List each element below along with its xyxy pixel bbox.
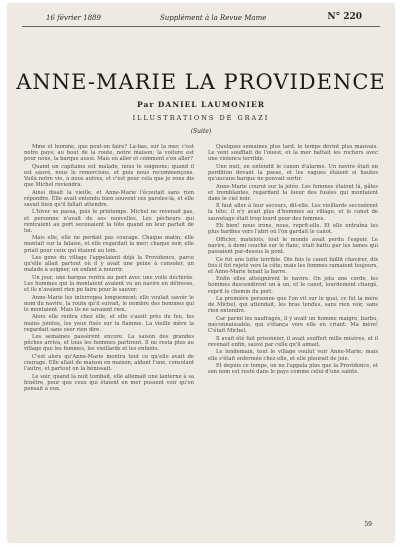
- paragraph: Une nuit, on entendit le canon d'alarme. Un navire était en perdition devant la passe, et les vagues étaient si hautes qu'aucune barque ne pouvait sortir.: [208, 163, 378, 182]
- paragraph: Mais elle, elle ne perdait pas courage. Chaque matin, elle montait sur la falaise, et elle regardait la mer; chaque soir, elle priait pour ceux qui étaient au loin.: [24, 235, 194, 254]
- issue-number: N° 220: [327, 12, 362, 22]
- paragraph: Enfin elles atteignirent le navire. On jeta une corde, les hommes descendirent un à un, et le canot, lourdement chargé, reprit le chemin du port.: [208, 276, 378, 295]
- paragraph: Ainsi disait la vieille, et Anne-Marie l'écoutait sans rien répondre. Elle avait entendu bien souvent ces paroles-là, et elle savait bien qu'il fallait attendre.: [24, 189, 194, 208]
- article-suite: (Suite): [190, 128, 212, 135]
- paragraph: Anne-Marie les interrogea longuement; elle voulait savoir le nom du navire, la route qu'il suivait, le nombre des hommes qui le montaient. Mais ils ne savaient rien.: [24, 294, 194, 313]
- text-column-left: [24, 144, 194, 512]
- document-page: [8, 4, 394, 542]
- paragraph: Officier, matelots, tout le monde avait perdu l'espoir. Le navire, à demi couché sur le flanc, était battu par les lames qui passaient par-dessus le pont.: [208, 236, 378, 255]
- text-column-right: [208, 144, 378, 512]
- page-number: 59: [364, 521, 372, 528]
- paragraph: Quand un capitaine est malade, nous le soignons; quand il est sauvé, nous le remercions, et puis nous recommençons. Voilà notre vie, à nous autres, et c'est pour cela que je vous dis que Michel reviendra.: [24, 163, 194, 189]
- paragraph: Alors elle rentra chez elle, et elle s'assit près du feu, les mains jointes, les yeux fixés sur la flamme. La vieille mère la regardait sans oser rien dire.: [24, 314, 194, 333]
- page-header: [22, 12, 380, 27]
- paragraph: C'est alors qu'Anne-Marie montra tout ce qu'elle avait de courage. Elle allait de maison en maison, aidant l'une, consolant l'autre, et partout on la bénissait.: [24, 354, 194, 373]
- paragraph: Il avait été fait prisonnier, il avait souffert mille misères, et il revenait enfin, sauvé par celle qu'il aimait.: [208, 335, 378, 348]
- paragraph: Les gens du village l'appelaient déjà la Providence, parce qu'elle allait partout où il y avait une peine à consoler, un malade à soigner, un enfant à nourrir.: [24, 255, 194, 274]
- paragraph: Mme et homme, que peut-on faire? Là-bas, sur la mer, c'est notre pays; au bout de la route, notre maison; la voiture est pour nous, la barque aussi. Mais où aller et comment s'en aller?: [24, 144, 194, 163]
- paragraph: La première personne que l'on vit sur le quai, ce fut la mère de Michel, qui attendait, les bras tendus, sans rien voir, sans rien entendre.: [208, 296, 378, 315]
- paragraph: Il faut aller à leur secours, dit-elle. Les vieillards secouèrent la tête; il n'y avait plus d'hommes au village, et le canot de sauvetage était trop lourd pour des femmes.: [208, 203, 378, 222]
- article-title: ANNE-MARIE LA PROVIDENCE: [16, 70, 386, 94]
- paragraph: Car parmi les naufragés, il y avait un homme maigre, barbu, méconnaissable, qui s'élança vers elle en criant: Ma mère! C'était Michel.: [208, 315, 378, 335]
- paragraph: Quelques semaines plus tard, le temps devint plus mauvais. Le vent soufflait de l'ouest, et la mer battait les rochers avec une violence terrible.: [208, 144, 378, 163]
- article-illustrations-credit: ILLUSTRATIONS DE GRAZI: [132, 114, 270, 122]
- paragraph: Et depuis ce temps, on ne l'appela plus que la Providence, et son nom est resté dans le pays comme celui d'une sainte.: [208, 363, 378, 376]
- paragraph: Le lendemain, tout le village voulut voir Anne-Marie; mais elle s'était enfermée chez elle, et elle pleurait de joie.: [208, 349, 378, 362]
- article-byline: Par DANIEL LAUMONIER: [137, 100, 265, 109]
- issue-date: 16 février 1889: [46, 14, 101, 22]
- supplement-title: Supplément à la Revue Mame: [160, 14, 267, 22]
- paragraph: Anne-Marie courut sur la jetée. Les femmes étaient là, pâles et tremblantes, regardant la lueur des fusées qui montaient dans le ciel noir.: [208, 183, 378, 202]
- paragraph: Un jour, une barque rentra au port avec une voile déchirée. Les hommes qui la montaient avaient vu un navire en détresse, et ils n'avaient rien pu faire pour le sauver.: [24, 274, 194, 294]
- paragraph: Ce fut une lutte terrible. Dix fois le canot faillit chavirer, dix fois il fut rejeté vers la côte; mais les femmes ramaient toujours, et Anne-Marie tenait la barre.: [208, 256, 378, 275]
- paragraph: Le soir, quand la nuit tombait, elle allumait une lanterne à sa fenêtre, pour que ceux qui étaient en mer pussent voir qu'on pensait à eux.: [24, 373, 194, 392]
- paragraph: L'hiver se passa, puis le printemps. Michel ne revenait pas, et personne n'avait de ses nouvelles. Les pêcheurs qui rentraient au port secouaient la tête quand on leur parlait de lui.: [24, 209, 194, 234]
- paragraph: Les semaines passèrent encore. La saison des grandes pêches arriva, et tous les hommes partirent. Il ne resta plus au village que les femmes, les vieillards et les enfants.: [24, 334, 194, 353]
- paragraph: Eh bien! nous irons, nous, reprit-elle. Et elle entraîna les plus hardies vers l'abri où l'on gardait le canot.: [208, 223, 378, 236]
